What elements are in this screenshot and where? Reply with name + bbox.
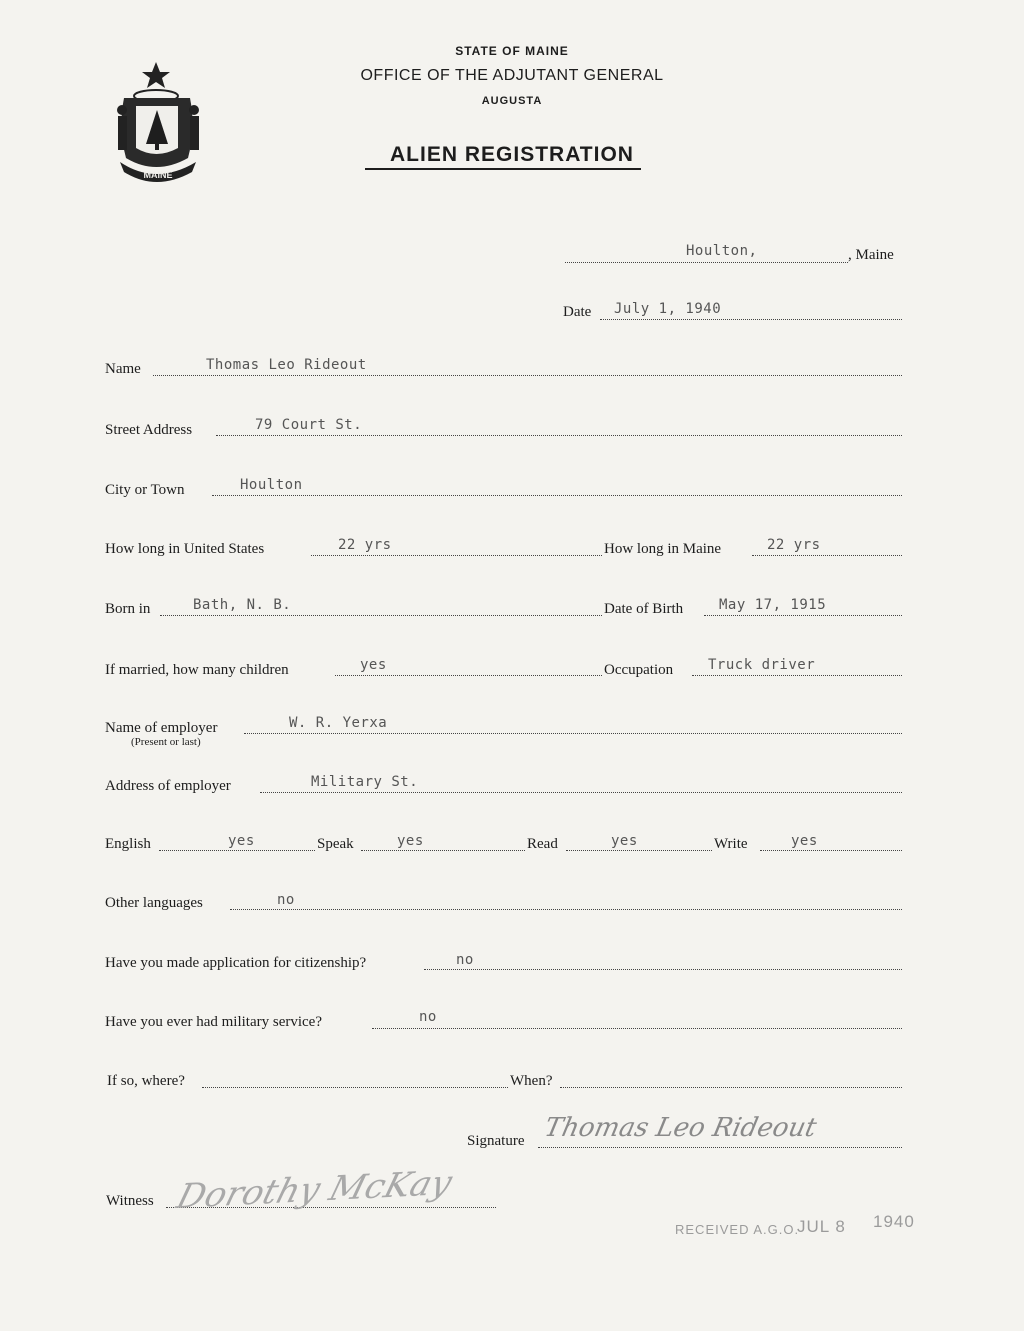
office-heading: OFFICE OF THE ADJUTANT GENERAL [360, 67, 664, 84]
title-underline [365, 168, 641, 170]
employer-sublabel: (Present or last) [131, 736, 201, 748]
witness-label: Witness [106, 1193, 154, 1209]
occupation-label: Occupation [604, 662, 674, 678]
occupation-value[interactable]: Truck driver [708, 657, 816, 673]
signature-handwriting[interactable]: Thomas Leo Rideout [541, 1113, 820, 1143]
dob-line [704, 615, 902, 616]
received-stamp-date: JUL 8 [797, 1217, 846, 1236]
received-stamp-year: 1940 [873, 1212, 915, 1231]
city-line [212, 495, 902, 496]
military-value[interactable]: no [419, 1009, 437, 1025]
witness-signature[interactable]: Dorothy McKay [172, 1162, 457, 1218]
other-languages-label: Other languages [105, 895, 203, 911]
place-suffix: , Maine [848, 247, 894, 263]
write-value[interactable]: yes [791, 833, 818, 849]
street-label: Street Address [105, 422, 193, 438]
street-value[interactable]: 79 Court St. [255, 417, 363, 433]
citizenship-label: Have you made application for citizenship? [105, 955, 367, 971]
occupation-line [692, 675, 902, 676]
name-line [153, 375, 902, 376]
place-value[interactable]: Houlton, [686, 243, 758, 259]
date-label: Date [563, 304, 592, 320]
city-label: City or Town [105, 482, 185, 498]
other-languages-line [230, 909, 902, 910]
born-line [160, 615, 602, 616]
citizenship-line [424, 969, 902, 970]
seal-lettering: MAINE [143, 170, 173, 180]
employer-line [244, 733, 902, 734]
military-label: Have you ever had military service? [105, 1014, 322, 1030]
other-languages-value[interactable]: no [277, 892, 295, 908]
speak-line [361, 850, 525, 851]
maine-label: How long in Maine [604, 541, 722, 557]
street-line [216, 435, 902, 436]
state-heading: STATE OF MAINE [455, 44, 569, 58]
read-value[interactable]: yes [611, 833, 638, 849]
maine-value[interactable]: 22 yrs [767, 537, 821, 553]
us-label: How long in United States [105, 541, 265, 557]
military-line [372, 1028, 902, 1029]
date-line [600, 319, 902, 320]
speak-label: Speak [317, 836, 354, 852]
signature-label: Signature [467, 1133, 525, 1149]
english-line [159, 850, 315, 851]
name-value[interactable]: Thomas Leo Rideout [206, 357, 367, 373]
write-label: Write [714, 836, 748, 852]
english-label: English [105, 836, 151, 852]
where-label: If so, where? [107, 1073, 185, 1089]
born-value[interactable]: Bath, N. B. [193, 597, 292, 613]
employer-value[interactable]: W. R. Yerxa [289, 715, 388, 731]
children-label: If married, how many children [105, 662, 289, 678]
date-value[interactable]: July 1, 1940 [614, 301, 722, 317]
citizenship-value[interactable]: no [456, 952, 474, 968]
maine-line [752, 555, 902, 556]
children-value[interactable]: yes [360, 657, 387, 673]
where-line [202, 1087, 508, 1088]
read-line [566, 850, 712, 851]
city-value[interactable]: Houlton [240, 477, 303, 493]
signature-line [538, 1147, 902, 1148]
name-label: Name [105, 361, 141, 377]
employer-address-value[interactable]: Military St. [311, 774, 419, 790]
read-label: Read [527, 836, 558, 852]
us-line [311, 555, 602, 556]
employer-address-label: Address of employer [105, 778, 231, 794]
employer-label: Name of employer [105, 720, 218, 736]
city-heading: AUGUSTA [481, 95, 543, 107]
speak-value[interactable]: yes [397, 833, 424, 849]
place-line [565, 262, 848, 263]
born-label: Born in [105, 601, 151, 617]
employer-address-line [260, 792, 902, 793]
received-stamp-text: RECEIVED A.G.O. [675, 1222, 800, 1237]
form-title: ALIEN REGISTRATION [390, 143, 634, 166]
english-value[interactable]: yes [228, 833, 255, 849]
dob-label: Date of Birth [604, 601, 684, 617]
dob-value[interactable]: May 17, 1915 [719, 597, 827, 613]
when-label: When? [510, 1073, 553, 1089]
write-line [760, 850, 902, 851]
children-line [335, 675, 602, 676]
us-value[interactable]: 22 yrs [338, 537, 392, 553]
when-line [560, 1087, 902, 1088]
